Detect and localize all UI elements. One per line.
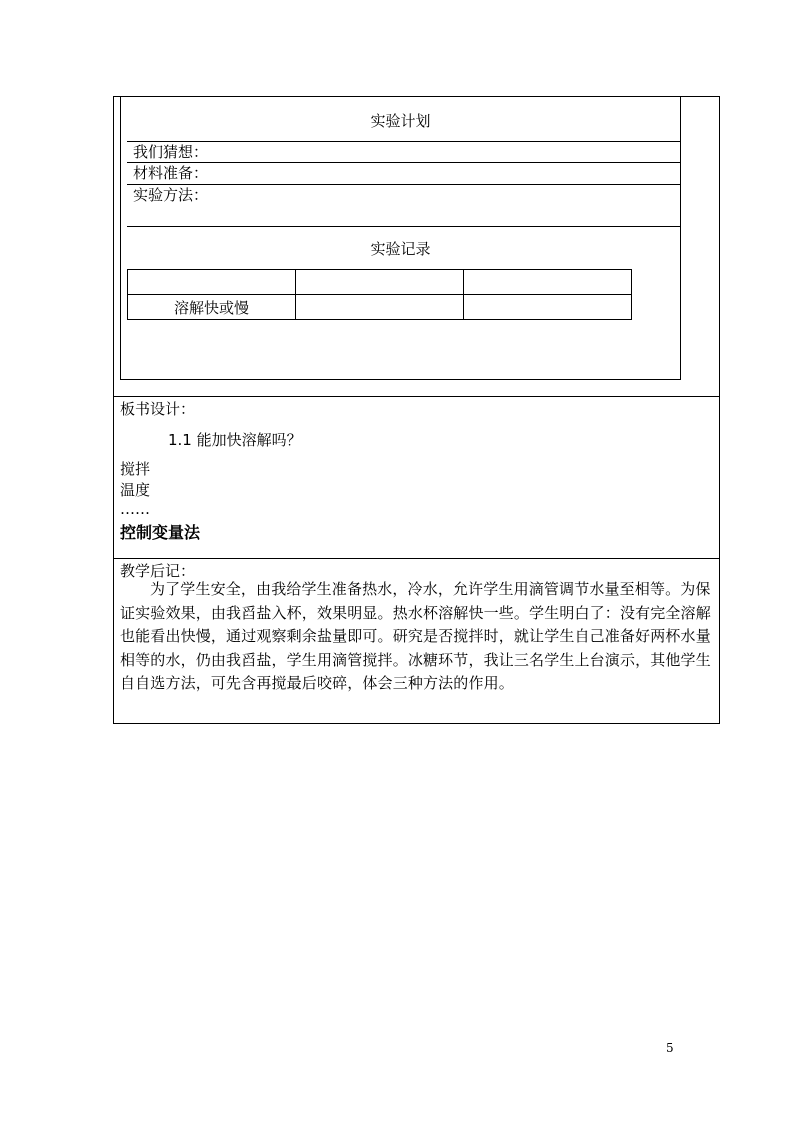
board-item-temperature: 温度 bbox=[120, 481, 151, 499]
table-cell bbox=[128, 270, 296, 295]
page-number: 5 bbox=[666, 1041, 674, 1055]
table-row bbox=[128, 295, 632, 320]
plan-row-method: 实验方法： bbox=[127, 184, 680, 227]
board-method: 控制变量法 bbox=[120, 523, 201, 542]
table-row bbox=[128, 270, 632, 295]
board-item-stir: 搅拌 bbox=[120, 460, 151, 478]
plan-title: 实验计划 bbox=[370, 112, 431, 130]
table-cell bbox=[464, 270, 632, 295]
record-table bbox=[127, 269, 632, 320]
divider bbox=[114, 558, 719, 559]
plan-row-materials: 材料准备： bbox=[127, 162, 680, 184]
lesson-table bbox=[113, 96, 720, 724]
board-heading: 1.1 能加快溶解吗？ bbox=[168, 431, 302, 449]
board-item-ellipsis: …… bbox=[120, 500, 150, 518]
reflection-label: 教学后记： bbox=[120, 562, 196, 580]
table-cell bbox=[296, 295, 464, 320]
divider bbox=[114, 396, 719, 397]
plan-box bbox=[120, 97, 681, 380]
plan-row-guess: 我们猜想： bbox=[127, 141, 680, 162]
table-cell: 溶解快或慢 bbox=[128, 295, 296, 320]
record-title: 实验记录 bbox=[370, 240, 431, 258]
board-label: 板书设计： bbox=[120, 400, 196, 418]
reflection-text: 为了学生安全，由我给学生准备热水，冷水，允许学生用滴管调节水量至相等。为保证实验效果，由我舀盐入杯，效果明显。热水杯溶解快一些。学生明白了：没有完全溶解也能看出快慢，通过观察剩余盐量即可。研究是否搅拌时，就让学生自己准备好两杯水量相等的水，仍由我舀盐，学生用滴管搅拌。冰糖环节，我让三名学生上台演示，其他学生自自选方法，可先含再搅最后咬碎，体会三种方法的作用。 bbox=[120, 580, 711, 692]
table-cell bbox=[464, 295, 632, 320]
table-cell bbox=[296, 270, 464, 295]
